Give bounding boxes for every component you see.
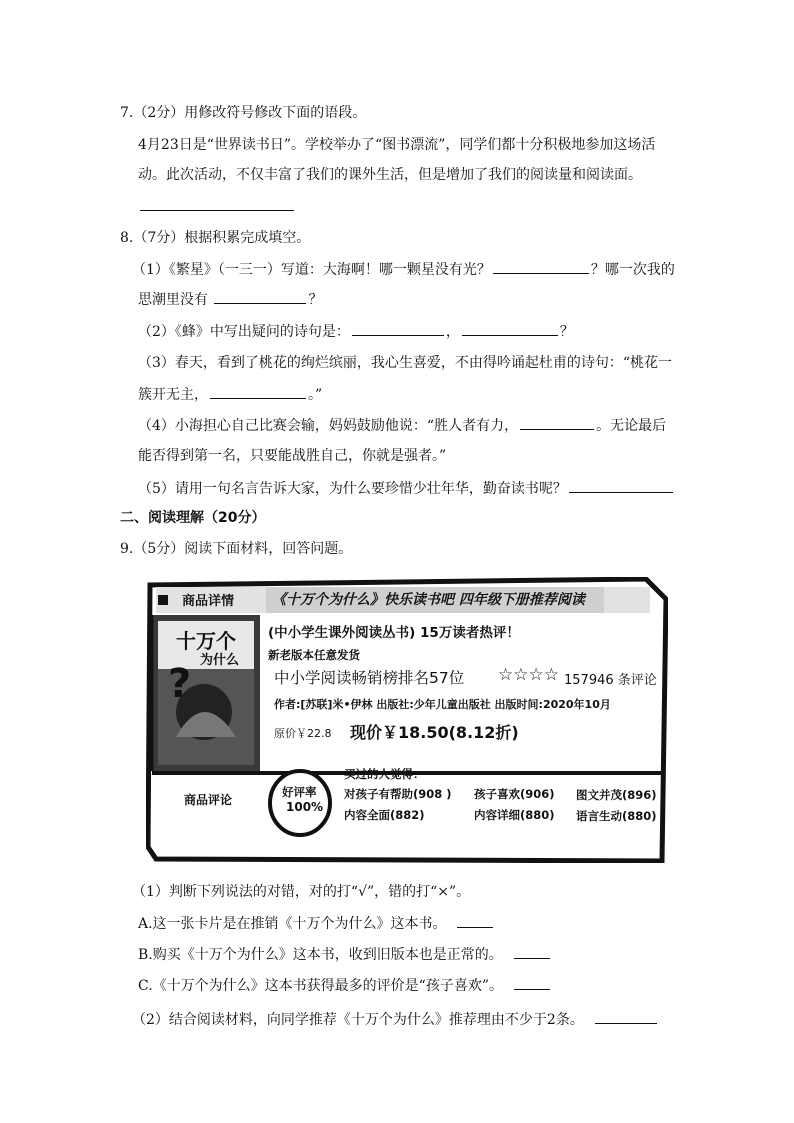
q8-item-2-text-c: ？ [559, 324, 574, 340]
q8-item-1-text-d: ？ [308, 292, 323, 308]
card-tag-1: 对孩子有帮助(908 ) [344, 787, 452, 801]
q8-title: 8.（7分）根据积累完成填空。 [120, 230, 311, 246]
q9-item-c-text: C.《十万个为什么》这本书获得最多的评价是“孩子喜欢”。 [138, 978, 503, 994]
q8-item-3-text-c: 。” [308, 387, 323, 403]
q9-item-c [138, 975, 552, 996]
q8-item-1-text-c: 思潮里没有 [138, 292, 208, 308]
q8-item-5-blank[interactable] [569, 478, 673, 493]
cover-title-1: 十万个 [176, 629, 236, 653]
q8-item-3: （3）春天，看到了桃花的绚烂缤丽，我心生喜爱，不由得吟诵起杜甫的诗句：“桃花一 [138, 355, 673, 371]
card-tag-2: 孩子喜欢(906) [474, 787, 555, 801]
q8-item-2-blank-2[interactable] [462, 321, 558, 336]
q8-item-2-text-a: （2）《蜂》中写出疑问的诗句是： [138, 324, 350, 340]
q9-sub-2-blank[interactable] [595, 1009, 657, 1024]
q9-item-c-blank[interactable] [514, 975, 550, 990]
q9-item-a [138, 913, 495, 934]
q9-sub-2-text: （2）结合阅读材料，向同学推荐《十万个为什么》推荐理由不少于2条。 [132, 1012, 584, 1028]
q8-item-4-text-a: （4）小海担心自己比赛会输，妈妈鼓励他说：“胜人者有力， [138, 418, 519, 434]
card-rate-label: 好评率 [282, 785, 317, 799]
q8-item-2 [138, 321, 574, 342]
q8-item-4 [138, 415, 666, 436]
card-reviews: 157946 条评论 [564, 673, 657, 688]
q8-item-4-blank[interactable] [520, 415, 594, 430]
q8-item-1-text-b: ？哪一次我的 [590, 262, 675, 278]
q8-item-2-blank-1[interactable] [352, 321, 444, 336]
q9-item-a-text: A.这一张卡片是在推销《十万个为什么》这本书。 [138, 916, 447, 932]
q7-paragraph-line-2: 动。此次活动，不仅丰富了我们的课外生活，但是增加了我们的阅读量和阅读面。 [138, 167, 642, 183]
card-tag-4: 内容全面(882) [344, 808, 425, 822]
q7-title: 7.（2分）用修改符号修改下面的语段。 [120, 105, 367, 121]
q8-item-4-cont: 能否得到第一名，只要能战胜自己，你就是强者。” [138, 448, 447, 464]
card-line-1: (中小学生课外阅读丛书) 15万读者热评！ [268, 625, 520, 641]
card-rate-value: 100% [286, 800, 324, 814]
card-author: 作者:[苏联]米•伊林 出版社:少年儿童出版社 出版时间:2020年10月 [274, 698, 611, 711]
q9-item-b-blank[interactable] [514, 944, 550, 959]
q8-item-1-cont [138, 289, 322, 310]
q8-item-5-text-a: （5）请用一句名言告诉大家，为什么要珍惜少壮年华，勤奋读书呢？ [138, 481, 567, 497]
card-tag-5: 内容详细(880) [474, 808, 555, 822]
q8-item-3-blank[interactable] [210, 384, 306, 399]
svg-text:?: ? [168, 661, 192, 707]
q9-sub-2 [132, 1009, 659, 1030]
card-header-label: 商品详情 [182, 594, 235, 609]
cover-title-2: 为什么 [200, 653, 240, 668]
card-tag-6: 语言生动(880) [576, 809, 657, 823]
q9-item-b [138, 944, 552, 965]
section-2-title: 二、阅读理解（20分） [120, 510, 266, 526]
q8-item-1-text-a: （1）《繁星》（一三一）写道：大海啊！哪一颗星没有光？ [132, 262, 491, 278]
q8-item-5 [138, 478, 675, 499]
q9-sub-1: （1）判断下列说法的对错，对的打“√”，错的打“×”。 [132, 884, 471, 900]
q9-item-b-text: B.购买《十万个为什么》这本书，收到旧版本也是正常的。 [138, 947, 503, 963]
q9-item-a-blank[interactable] [457, 913, 493, 928]
q8-item-4-text-b: 。无论最后 [596, 418, 667, 434]
q8-item-1 [132, 259, 675, 280]
q7-answer-blank[interactable] [138, 196, 296, 217]
card-buyers-label: 买过的人觉得： [344, 767, 425, 781]
card-review-label: 商品评论 [184, 793, 233, 807]
q8-item-3-text-b: 簇开无主， [138, 387, 208, 403]
card-now-price: 现价￥18.50(8.12折) [350, 723, 519, 742]
card-tag-3: 图文并茂(896) [576, 788, 657, 802]
q8-item-2-text-b: ， [445, 324, 460, 340]
q9-title: 9.（5分）阅读下面材料，回答问题。 [120, 541, 353, 557]
q8-item-1-blank-2[interactable] [214, 289, 306, 304]
q8-item-1-blank-1[interactable] [493, 259, 589, 274]
card-rank: 中小学阅读畅销榜排名57位 [274, 669, 465, 687]
card-banner: 《十万个为什么》快乐读书吧 四年级下册推荐阅读 [272, 592, 585, 608]
product-card-image [146, 577, 668, 863]
q8-item-3-cont [138, 384, 322, 405]
q7-paragraph-line-1: 4月23日是“世界读书日”。学校举办了“图书漂流”，同学们都十分积极地参加这场活 [138, 137, 656, 153]
card-line-2: 新老版本任意发货 [268, 648, 360, 662]
card-orig-price: 原价￥22.8 [274, 727, 332, 740]
card-stars: ☆☆☆☆ [498, 665, 559, 685]
